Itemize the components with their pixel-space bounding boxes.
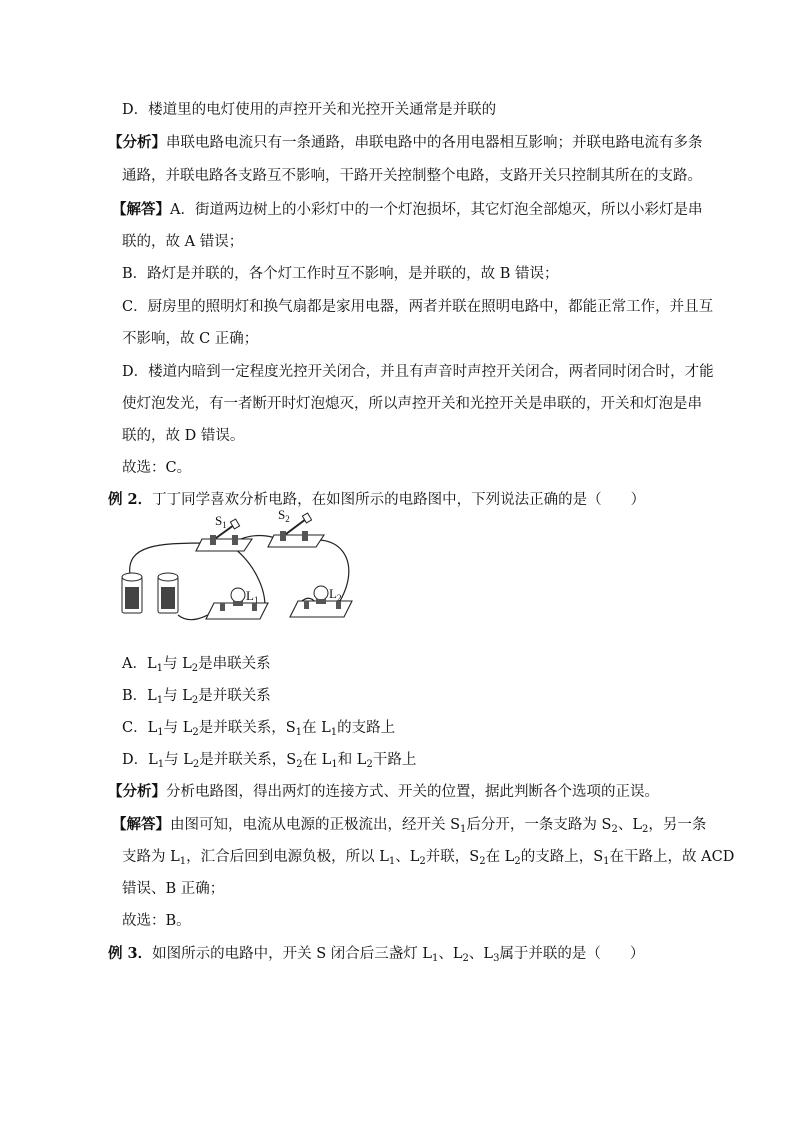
label-s2: $S_2$ (278, 507, 290, 524)
example-3-question: 例 3．如图所示的电路中，开关 S 闭合后三盏灯 $L_1$、$L_2$、$L_3$属于并联的是（ ） (108, 945, 645, 964)
option-d: D．$L_1$与 $L_2$是并联关系，$S_2$在 $L_1$和 $L_2$干路上 (122, 752, 417, 770)
circuit-figure (118, 505, 368, 631)
option-c: C．$L_1$与 $L_2$是并联关系，$S_1$在 $L_1$的支路上 (122, 720, 396, 738)
analysis-1-text: 串联电路电流只有一条通路，串联电路中的各用电器相互影响；并联电路电流有多条 (166, 135, 703, 151)
option-a: A．$L_1$与 $L_2$是串联关系 (122, 656, 271, 674)
analysis-2-text: 分析电路图，得出两灯的连接方式、开关的位置，据此判断各个选项的正误。 (166, 784, 659, 800)
answer-2: 故选：B。 (122, 913, 191, 929)
solution-2-line-1: 【解答】由图可知，电流从电源的正极流出，经开关 $S_1$后分开，一条支路为 $S_2$、$L_2$，另一条 (112, 816, 707, 835)
analysis-2 (108, 782, 659, 802)
analysis-1-line-1 (108, 133, 703, 153)
battery-1 (122, 573, 142, 613)
solution-1-line-8: 联的，故 D 错误。 (122, 428, 245, 444)
label-l2: $L_2$ (329, 586, 342, 603)
example-2-tag: 例 2． (108, 491, 153, 508)
lamp-l1 (206, 588, 268, 619)
solution-1-line-6: D．楼道内暗到一定程度光控开关闭合，并且有声音时声控开关闭合，两者同时闭合时，才能 (122, 364, 714, 380)
label-l1: $L_1$ (246, 588, 259, 605)
solution-1-line-7: 使灯泡发光，有一者断开时灯泡熄灭，所以声控开关和光控开关是串联的，开关和灯泡是串 (122, 396, 702, 412)
switch-s2 (268, 513, 324, 547)
solution-1-line-1 (112, 200, 702, 220)
label-s1: $S_1$ (215, 513, 227, 530)
solution-2-line-3: 错误、B 正确； (122, 881, 225, 897)
analysis-1-line-2: 通路，并联电路各支路互不影响，干路开关控制整个电路，支路开关只控制其所在的支路。 (122, 168, 702, 184)
analysis-tag: 【分析】 (108, 134, 166, 151)
solution-1-text: A．街道两边树上的小彩灯中的一个灯泡损坏，其它灯泡全部熄灭，所以小彩灯是串 (170, 202, 703, 218)
option-d-previous: D．楼道里的电灯使用的声控开关和光控开关通常是并联的 (122, 102, 497, 118)
solution-2-line-2: 支路为 $L_1$，汇合后回到电源负极，所以 $L_1$、$L_2$并联，$S_2$在 $L_2$的支路上，$S_1$在干路上，故 ACD (122, 849, 735, 867)
lamp-l2 (290, 586, 352, 617)
solution-2-tag: 【解答】 (112, 816, 170, 833)
solution-1-line-3: B．路灯是并联的，各个灯工作时互不影响，是并联的，故 B 错误； (122, 266, 559, 282)
example-3-tag: 例 3． (108, 945, 153, 962)
answer-1: 故选：C。 (122, 460, 192, 476)
battery-2 (158, 573, 178, 613)
wire-battery-to-s1 (130, 543, 206, 575)
solution-1-line-5: 不影响，故 C 正确； (122, 331, 259, 347)
option-b: B．$L_1$与 $L_2$是并联关系 (122, 688, 271, 706)
solution-1-line-4: C．厨房里的照明灯和换气扇都是家用电器，两者并联在照明电路中，都能正常工作，并且互 (122, 299, 714, 315)
analysis-2-tag: 【分析】 (108, 783, 166, 800)
example-2-text: 丁丁同学喜欢分析电路，在如图所示的电路图中，下列说法正确的是（ ） (152, 492, 646, 508)
solution-tag: 【解答】 (112, 201, 170, 218)
solution-1-line-2: 联的，故 A 错误； (122, 234, 244, 250)
